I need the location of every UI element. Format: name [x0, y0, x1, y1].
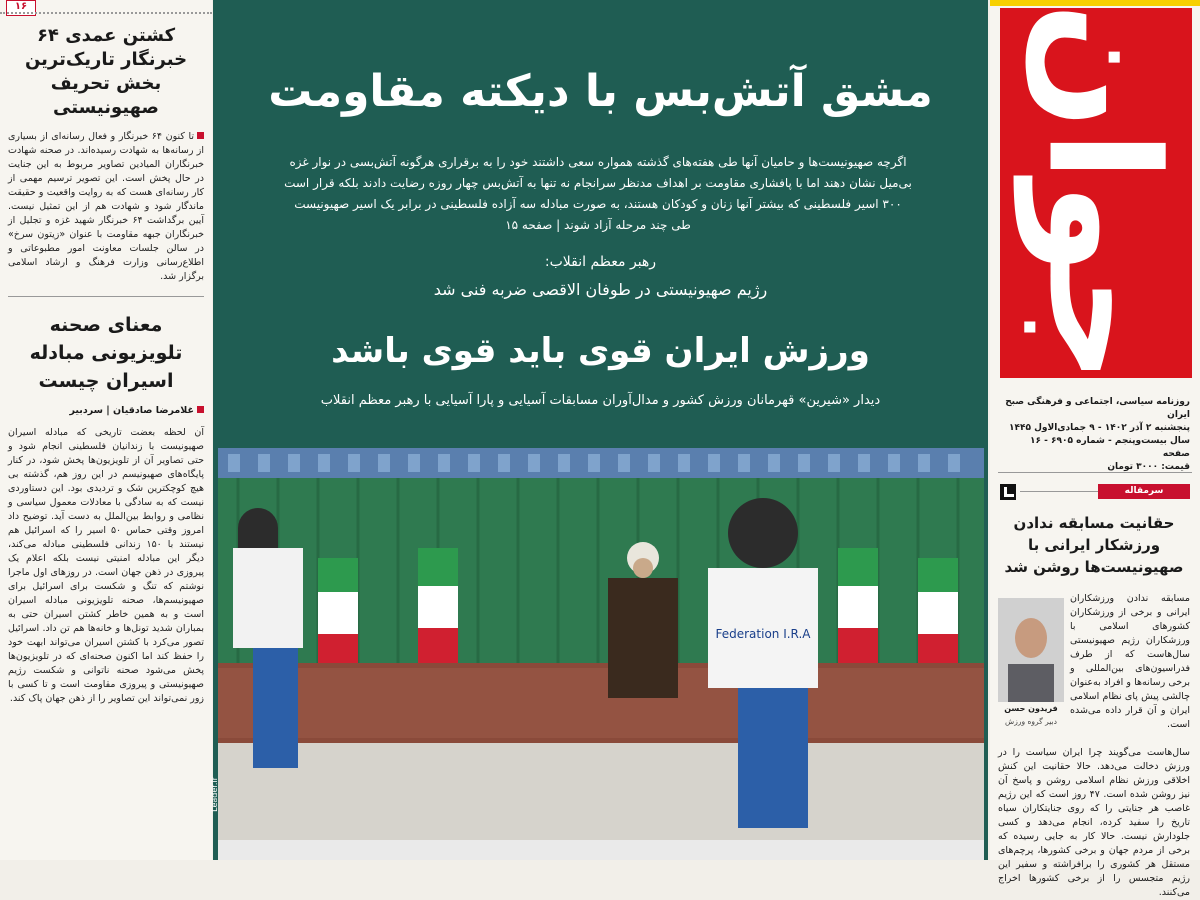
- right-column: [990, 0, 1200, 898]
- top-dotted-rule: [0, 12, 212, 14]
- bullet-square-icon: [197, 406, 204, 413]
- main-lede: اگرچه صهیونیست‌ها و حامیان آنها طی هفته‌های گذشته همواره سعی داشتند خود را به برقراری هرگونه آتش‌بسی در نوار غزه بی‌میل نشان دهند اما با پافشاری مقاومت بر اهداف مدنظر سرانجام نه تنها به آتش‌بس چهار روزه رضایت دادند بلکه قرار است ۳۰۰ اسیر فلسطینی که بیشتر آنها زنان و کودکان هستند، به صورت مبادله سه آزاده فلسطینی در برابر یک اسیر صهیونیست طی چند مرحله آزاد شوند | صفحه ۱۵: [284, 155, 912, 232]
- issue-tagline: روزنامه سیاسی، اجتماعی و فرهنگی صبح ایران: [1005, 397, 1190, 420]
- bullet-square-icon: [197, 132, 204, 139]
- page-number-badge: ۱۶: [6, 0, 36, 16]
- sport-deck: دیدار «شیرین» قهرمانان ورزش کشور و مدال‌آوران مسابقات آسیایی و پارا آسیایی با رهبر معظم انقلاب: [320, 393, 881, 408]
- leader-kicker: رهبر معظم انقلاب:: [544, 254, 657, 270]
- editorial-headline[interactable]: حقانیت مسابقه ندادن ورزشکار ایرانی با صهیونیست‌ها روشن شد: [1004, 514, 1184, 576]
- right-divider: [998, 472, 1192, 473]
- editorial-section-label: سرمقاله: [1098, 484, 1190, 499]
- issue-date: پنجشنبه ۲ آذر ۱۴۰۲ - ۹ جمادی‌الاول ۱۴۴۵: [1008, 423, 1190, 433]
- left-headline-prisoner-exchange[interactable]: معنای صحنه تلویزیونی مبادله اسیران چیست: [29, 314, 183, 392]
- sport-meeting-photo: [218, 448, 984, 860]
- author-photo: [998, 598, 1064, 702]
- left-author-line: [8, 405, 204, 416]
- photo-credit: Leader.ir: [209, 777, 219, 812]
- issue-number: سال بیست‌وپنجم - شماره ۶۹۰۵ - ۱۶ صفحه: [1030, 436, 1190, 459]
- jersey-text: Federation I.R.A: [715, 627, 811, 641]
- author-name: فریدون حسن: [1004, 704, 1058, 713]
- left-headline-journalists[interactable]: کشتن عمدی ۶۴ خبرنگار تاریک‌ترین بخش تحریف صهیونیستی: [24, 25, 188, 118]
- left-body-journalists-text: تا کنون ۶۴ خبرنگار و فعال رسانه‌ای از بسیاری از رسانه‌ها به شهادت رسیده‌اند. در صحنه شهادت خبرنگاران المیادین تصاویر مربوط به این جنایت در حال پخش است. این تصویر ترسیم مهمی از کار رسانه‌ای هست که به روایت واقعیت و حقیقت ماندگار شود و شهادت هم از این تمثیل نیست. آیین برگداشت ۶۴ خبرنگار شهید غزه و تجلیل از خبرنگاران جبهه مقاومت با عنوان «زیتون سرخ» در سالن جلسات معاونت امور مطبوعاتی و اطلاع‌رسانی وزارت فرهنگ و ارشاد اسلامی برگزار شد.: [8, 131, 204, 282]
- editorial-body-2: سال‌هاست می‌گویند چرا ایران سیاست را در ورزش دخالت می‌دهد. حالا حقانیت این کنش اخلاقی ورزش نظام اسلامی روشن و پاسخ آن نیز روشن شده است. ۴۷ روز است که این رژیم غاصب هر جنایتی را که روی جنایتکاران سیاه تاریخ را سفید کرده، انجام می‌دهد و کسی جلودارش نیست. حالا کار به جایی رسیده که برخی از مردم جهان و برخی کشورها، پرچم‌های مستقل هر کشوری را برافراشته و سفیر این رژیم متجسس را از برخی کشورها اخراج می‌کنند.: [998, 747, 1190, 898]
- left-body-prisoner-exchange: آن لحظه بعضت تاریخی که مبادله اسیران صهیونیست با زندانیان فلسطینی انجام شود و حتی تصاویر آن از تلویزیون‌ها پخش شود، در کنار پایگاه‌های صهیونیسم در این روز هم، گذشته بی هیچ کوچکترین شک و تردیدی بود. این دستاوردی نیست که به سادگی با معادلات معمول سیاسی و نظامی و روابط بین‌الملل به دست آید. توضیح داد امروز وقتی حماس ۵۰ اسیر را که اسرائیل هم نیستند با ۱۵۰ زندانی فلسطینی مبادله می‌کند، دیگر این مبادله امنیتی نیست بلکه اعلام یک پیروزی در ذهن جهان است. در روزهای اول ماجرا نوشتم که تنگ و شکست برای اسرائیل برای صهیونیسم‌ها، صحنه تلویزیونی مبادله اسیران است و به همین خاطر کشتن اسیران حتی به بمباران شدید تونل‌ها و خانه‌ها هم تن داد. اسرائیل تصور می‌کرد با کشتن اسیران می‌تواند ابهت خود را حفظ کند اما اکنون صحنه‌ای که در تلویزیون‌ها پخش می‌شود صحنه ناتوانی و شکست رژیم صهیونیستی و پیروزی مقاومت است و تا کسی با زور نمی‌تواند این تصاویر را از ذهن جهان پاک کند.: [8, 427, 204, 704]
- left-divider: [8, 296, 204, 297]
- left-author-name: غلامرضا صادقیان | سردبیر: [69, 405, 194, 416]
- newspaper-mark-icon: [1000, 484, 1016, 500]
- leader-subhead: رژیم صهیونیستی در طوفان الاقصی ضربه فنی شد: [433, 280, 768, 299]
- main-headline[interactable]: مشق آتش‌بس با دیکته مقاومت: [268, 66, 933, 117]
- editorial-body-1: مسابقه ندادن ورزشکاران ایرانی و برخی از ورزشکاران کشورهای اسلامی با ورزشکاران رژیم صهیونیستی سال‌هاست که از طرف فدراسیون‌های بین‌المللی و برخی رسانه‌ها و افراد به‌عنوان چالشی پیش پای نظام اسلامی ایران و آن قرار داده می‌شده است.: [1070, 593, 1190, 730]
- sport-headline[interactable]: ورزش ایران قوی باید قوی باشد: [331, 331, 870, 371]
- left-body-journalists: [8, 130, 204, 284]
- issue-price: قیمت: ۳۰۰۰ تومان: [1107, 462, 1190, 472]
- masthead-logo[interactable]: [1000, 2, 1192, 384]
- center-main-story: [209, 0, 988, 860]
- left-column: [0, 0, 212, 860]
- editorial-label-rule: [1020, 491, 1098, 492]
- issue-info: [1000, 396, 1190, 474]
- masthead-title: جوان: [1014, 2, 1192, 384]
- author-title: دبیر گروه ورزش: [1005, 717, 1057, 726]
